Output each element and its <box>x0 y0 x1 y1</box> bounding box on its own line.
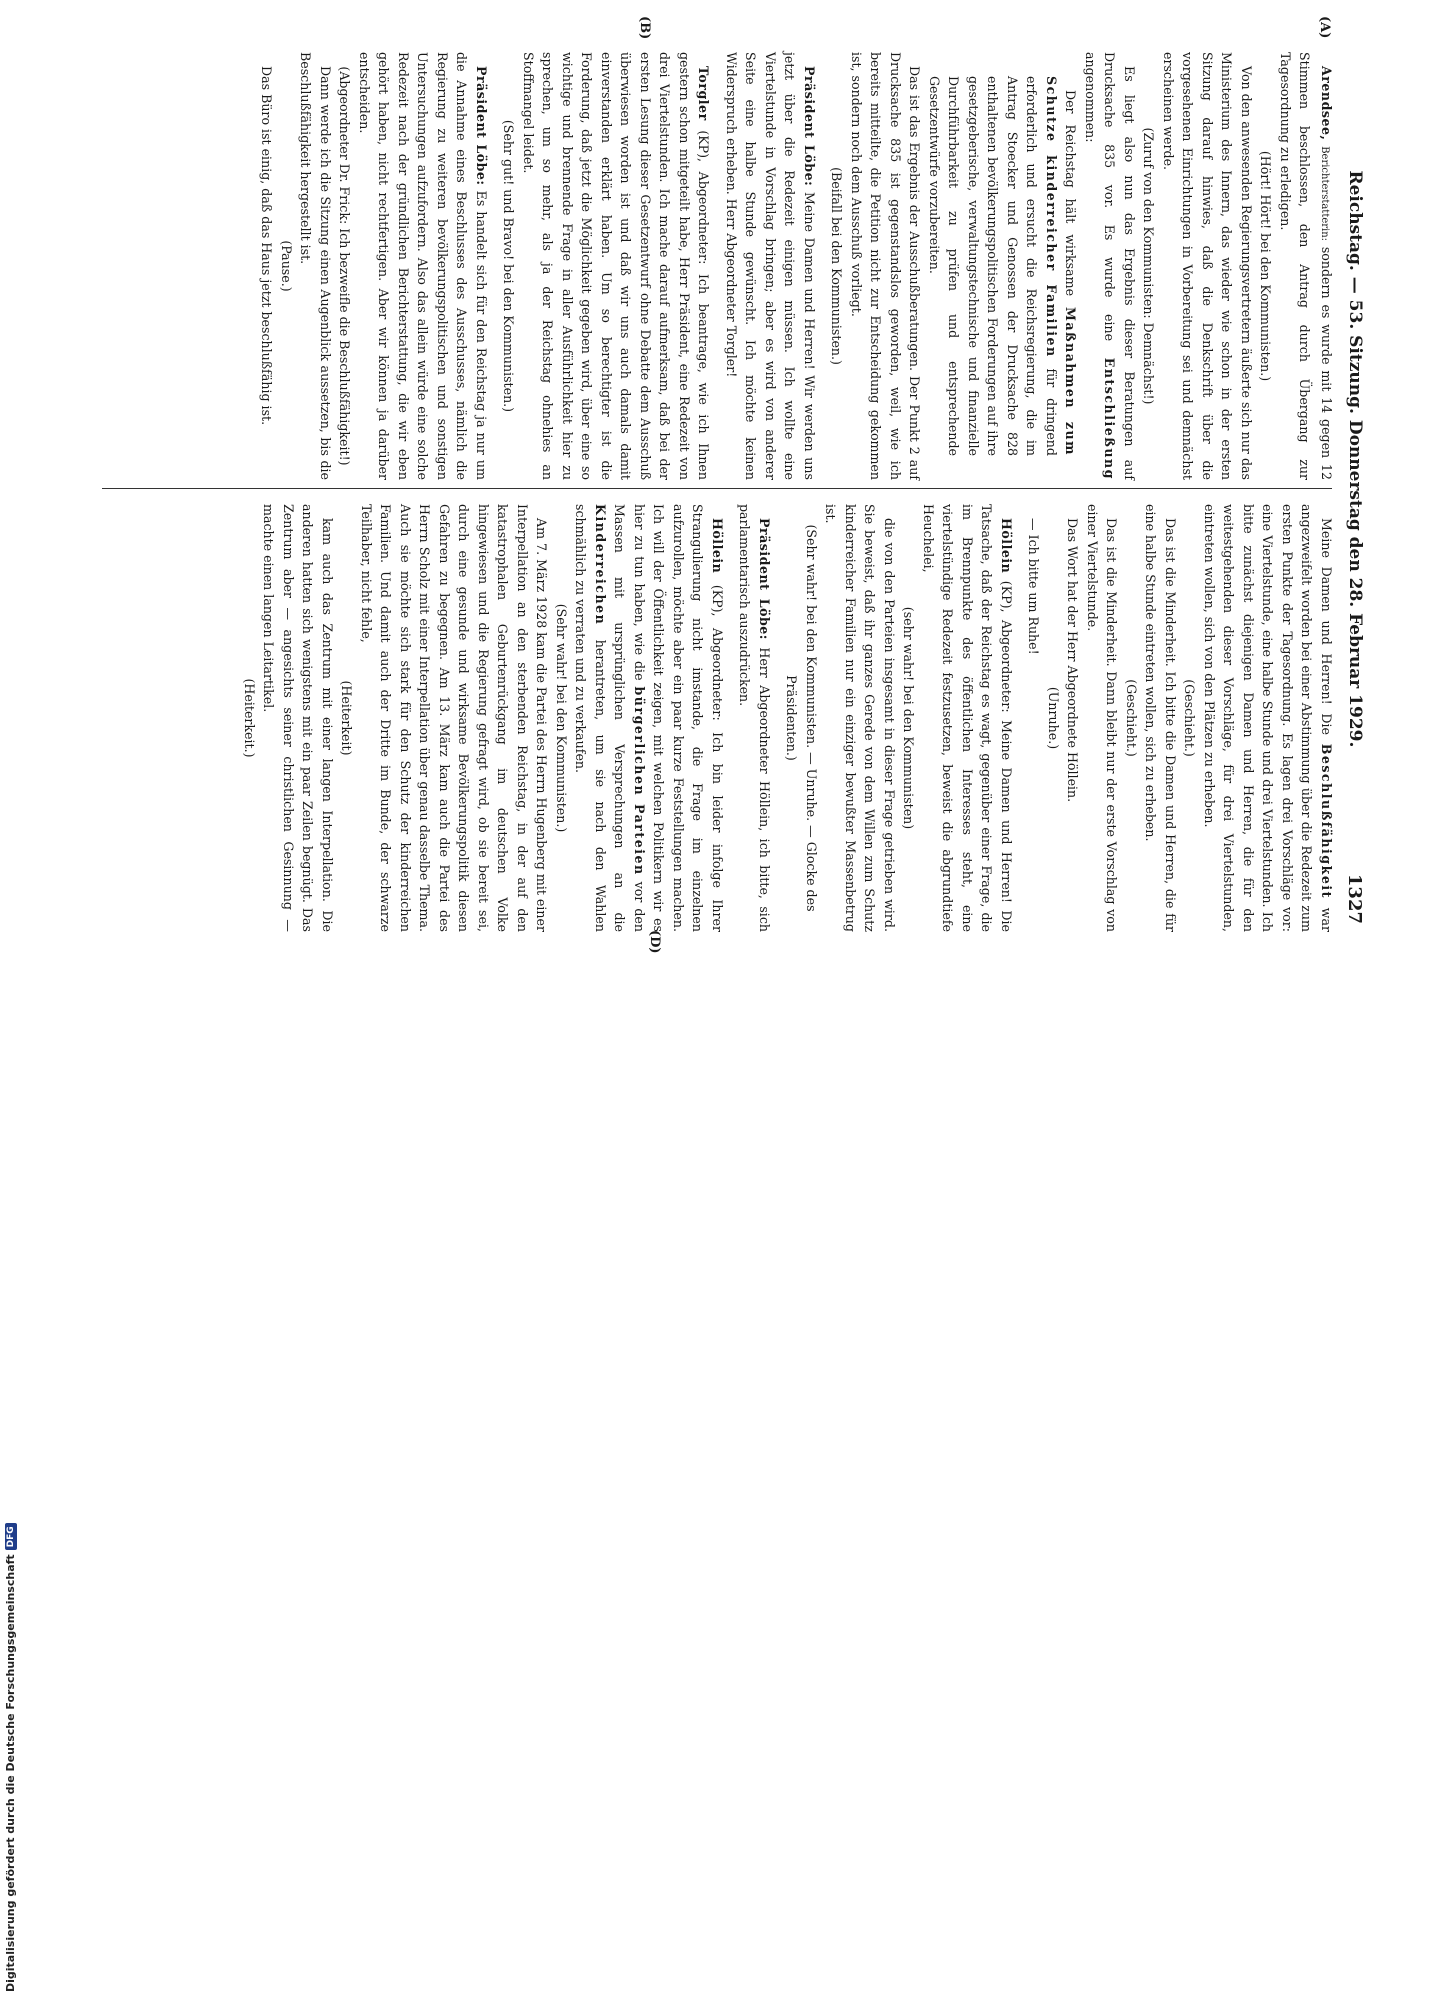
speaker-name: Höllein <box>999 518 1014 574</box>
paragraph: Das Wort hat der Herr Abgeordnete Höllein. <box>1065 518 1081 803</box>
reaction: (Hört! Hört! bei den Kommunisten.) <box>1258 150 1274 382</box>
paragraph-text: (KP), Abgeordneter: Ich beantrage, wie ich Ihnen gestern schon mitgeteilt habe, Herr Präsident, eine Redezeit von drei Viertelstunden. Ich mache darauf aufmerksam, daß bei der ersten Lesung dieser Gesetzentwurf ohne Debatte dem Ausschuß überwiesen worden ist und daß wir uns auch damals damit einverstanden erklärt haben. Um so berechtigter ist die Forderung, daß jetzt die Möglichkeit gegeben wird, über eine so wichtige und brennende Frage in aller Ausführlichkeit hier zu sprechen, um so mehr, als ja der Reichstag ohnehies an Stoffmangel leidet. <box>521 52 712 480</box>
left-column <box>257 52 1336 480</box>
paragraph: Dann werde ich die Sitzung einen Augenblick aussetzen, bis die Beschlußfähigkeit hergestellt ist. <box>298 52 333 480</box>
column-divider <box>102 488 1332 489</box>
paragraph-text: Es liegt also nun das Ergebnis dieser Beratungen auf Drucksache 835 vor. Es wurde eine <box>1102 52 1137 480</box>
paragraph <box>1276 52 1337 480</box>
paragraph-text: (KP), Abgeordneter: Meine Damen und Herren! Die Tatsache, daß der Reichstag es wagt, gegenüber einer Frage, die im Brennpunkte des öffentlichen Interesses steht, eine viertelstündige Redezeit festzusetzen, beweist die abgrundtiefe Heuchelei, <box>921 504 1014 932</box>
paragraph <box>735 504 774 932</box>
reaction: (Heiterkeit) <box>339 680 355 756</box>
speaker-name: Präsident Löbe: <box>474 66 489 186</box>
bold-term: Maßnahmen zum Schutze kinderreicher Familien <box>1044 76 1079 456</box>
speaker-name: Präsident Löbe: <box>802 66 817 187</box>
bold-term: bürgerlichen Parteien <box>632 686 647 876</box>
footer-text: Digitalisierung gefördert durch die Deutsche Forschungsgemeinschaft <box>4 1554 17 1992</box>
speaker-name: Präsident Löbe: <box>757 518 772 640</box>
motion-text <box>925 76 1081 456</box>
right-column <box>240 504 1337 932</box>
reaction: (Heiterkeit.) <box>242 678 257 758</box>
paragraph: die von den Parteien insgesamt in dieser Frage getrieben wird. Sie beweist, daß ihr ganzes Gerede von dem Willen zum Schutz kinderreicher Familien nur ein einziger bewußter Massenbetrug ist. <box>823 504 897 932</box>
paragraph <box>355 52 492 480</box>
page-number: 1327 <box>1344 873 1366 924</box>
paragraph-text: war angezweifelt worden bei einer Abstimmung über die Redezeit zum ersten Punkte der Tagesordnung. Es lagen drei Vorschläge vor: eine Viertelstunde, eine halbe Stunde und drei Viertelstunden. Ich bitte zunächst diejenigen Damen und Herren, die für den weitestgehenden dieser Vorschläge, für drei Viertelstunden, eintreten wollen, sich von den Plätzen zu erheben. <box>1202 504 1334 932</box>
margin-marker-d: (D) <box>647 930 662 954</box>
reaction: (Abgeordneter Dr. Frick: Ich bezweifle die Beschlußfähigkeit!) <box>337 66 353 466</box>
margin-marker-b: (B) <box>637 16 652 40</box>
document-page <box>102 16 1372 954</box>
bold-term: Entschließung <box>1102 357 1118 480</box>
paragraph: Das ist das Ergebnis der Ausschußberatungen. Der Punkt 2 auf Drucksache 835 ist gegenstandslos geworden, weil, wie ich bereits mitteilte, die Petition nicht zur Entscheidung gekommen ist, sondern noch dem Ausschuß vorliegt. <box>849 52 923 480</box>
paragraph-text: Meine Damen und Herren! Die <box>1319 518 1334 735</box>
paragraph <box>919 504 1017 932</box>
paragraph-text: sondern es wurde mit 14 gegen 12 Stimmen beschlossen, den Antrag durch Übergang zur Tagesordnung zu erledigen. <box>1278 52 1334 480</box>
dfg-logo-icon: DFG <box>5 1523 17 1550</box>
paragraph-text: Meine Damen und Herren! Wir werden uns jetzt über die Redezeit einigen müssen. Ich wollte eine Viertelstunde in Vorschlag bringen; aber es wird von anderer Seite eine halbe Stunde gewünscht. Ich möchte keinen Widerspruch erheben. Herr Abgeordneter Torgler! <box>724 52 817 480</box>
paragraph-text: Der Reichstag hält wirksame <box>1063 90 1079 297</box>
margin-marker-a: (A) <box>1317 16 1332 39</box>
paragraph <box>571 504 727 932</box>
paragraph <box>1081 52 1140 480</box>
paragraph-text: für dringend erforderlich und ersucht die Reichsregierung, die im Antrag Stoecker und Genossen der Drucksache 828 enthaltenen bevölkerungspolitischen Forderungen auf ihre gesetzgeberische, verwaltungstechnische und finanzielle Durchführbarkeit zu prüfen und entsprechende Gesetzentwürfe vorzubereiten. <box>927 76 1059 456</box>
reaction: (Geschieht.) <box>1124 679 1139 757</box>
reaction: (Zuruf von den Kommunisten: Demnächst!) <box>1141 127 1157 405</box>
page-header <box>1338 44 1372 924</box>
paragraph-text: (KP), Abgeordneter: Ich bin leider infolge Ihrer Strangulierung nicht imstande, die Frage im einzelnen aufzurollen, möchte aber ein paar kurze Feststellungen machen. Ich will der Öffentlichkeit zeigen, mit welchen Politikern wir es hier zu tun haben, wie die <box>632 504 725 932</box>
paragraph-text: angenommen: <box>1083 52 1098 143</box>
digitization-footer <box>0 1000 34 2000</box>
reaction: (Geschieht.) <box>1182 679 1198 757</box>
paragraph <box>519 52 714 480</box>
reaction: (Pause.) <box>279 240 294 292</box>
paragraph-text: Es handelt sich für den Reichstag ja nur um die Annahme eines Beschlusses des Ausschusses, nämlich die Regierung zu weiteren bevölkerungspolitischen und sonstigen Untersuchungen aufzufordern. Also das allein würde eine solche Redezeit nach der gründlichen Berichterstattung, die wir eben gehört haben, nicht rechtfertigen. Aber wir können ja darüber entscheiden. <box>357 52 489 480</box>
reaction: (Unruhe.) <box>1046 686 1061 750</box>
bold-term: Kinderreichen <box>593 504 608 626</box>
paragraph: kam auch das Zentrum mit einer langen Interpellation. Die anderen hatten sich wenigstens mit ein paar Zeilen begnügt. Das Zentrum aber — angesichts seiner christlichen Gesinnung — machte einen langen Leitartikel. <box>261 504 335 932</box>
paragraph-text: Herr Abgeordneter Höllein, ich bitte, sich parlamentarisch auszudrücken. <box>737 504 772 932</box>
reaction: (Sehr wahr! bei den Kommunisten. — Unruhe. — Glocke des Präsidenten.) <box>784 524 819 912</box>
paragraph: Am 7. März 1928 kam die Partei des Herrn Hugenberg mit einer Interpellation an den sterbenden Reichstag, in der auf den katastrophalen Geburtenrückgang im deutschen Volke hingewiesen und die Regierung gefragt wird, ob sie bereit sei, durch eine gesunde und wirksame Bevölkerungspolitik diesen Gefahren zu begegnen. Am 13. März kam auch die Partei des Herrn Scholz mit einer Interpellation über genau dasselbe Thema. Auch sie möchte sich stark für den Schutz der kinderreichen Familien. Und damit auch der Dritte im Bunde, der schwarze Teilhaber, nicht fehle, <box>359 504 550 932</box>
paragraph: Das ist die Minderheit. Ich bitte die Damen und Herren, die für eine halbe Stunde eintreten wollen, sich zu erheben. <box>1143 504 1178 932</box>
paragraph: Das ist die Minderheit. Dann bleibt nur der erste Vorschlag von einer Viertelstunde. <box>1085 504 1120 932</box>
bold-term: Beschlußfähigkeit <box>1319 743 1334 899</box>
reaction: (Beifall bei den Kommunisten.) <box>829 167 845 365</box>
paragraph: Von den anwesenden Regierungsvertretern äußerte sich nur das Ministerium des Innern, das wieder wie schon in der ersten Sitzung darauf hinwies, daß die Denkschrift über die vorgesehenen Einrichtungen in Vorbereitung sei und demnächst erscheinen werde. <box>1161 52 1254 480</box>
paragraph: — Ich bitte um Ruhe! <box>1026 518 1042 655</box>
reaction: (Sehr wahr! bei den Kommunisten.) <box>554 603 569 833</box>
header-title: Reichstag. — 53. Sitzung. Donnerstag den 28. Februar 1929. <box>1345 170 1365 748</box>
reaction: (sehr wahr! bei den Kommunisten) <box>901 606 917 830</box>
paragraph: Das Büro ist einig, daß das Haus jetzt beschlußfähig ist. <box>259 66 275 426</box>
speaker-name: Höllein <box>710 518 725 574</box>
speaker-role: Berichterstatterin: <box>1319 146 1330 242</box>
speaker-name: Arendsee, <box>1319 66 1334 141</box>
paragraph-text: vor den Massen mit ursprünglichen Versprechungen an die <box>612 504 647 932</box>
speaker-name: Torgler <box>696 66 712 121</box>
reaction: (Sehr gut! und Bravo! bei den Kommunisten.) <box>501 119 517 413</box>
footer-line <box>4 1523 17 1992</box>
paragraph <box>722 52 820 480</box>
paragraph-text: herantreten, um sie nach den Wahlen schmählich zu verraten und zu verkaufen. <box>573 504 608 932</box>
paragraph <box>1200 504 1337 932</box>
